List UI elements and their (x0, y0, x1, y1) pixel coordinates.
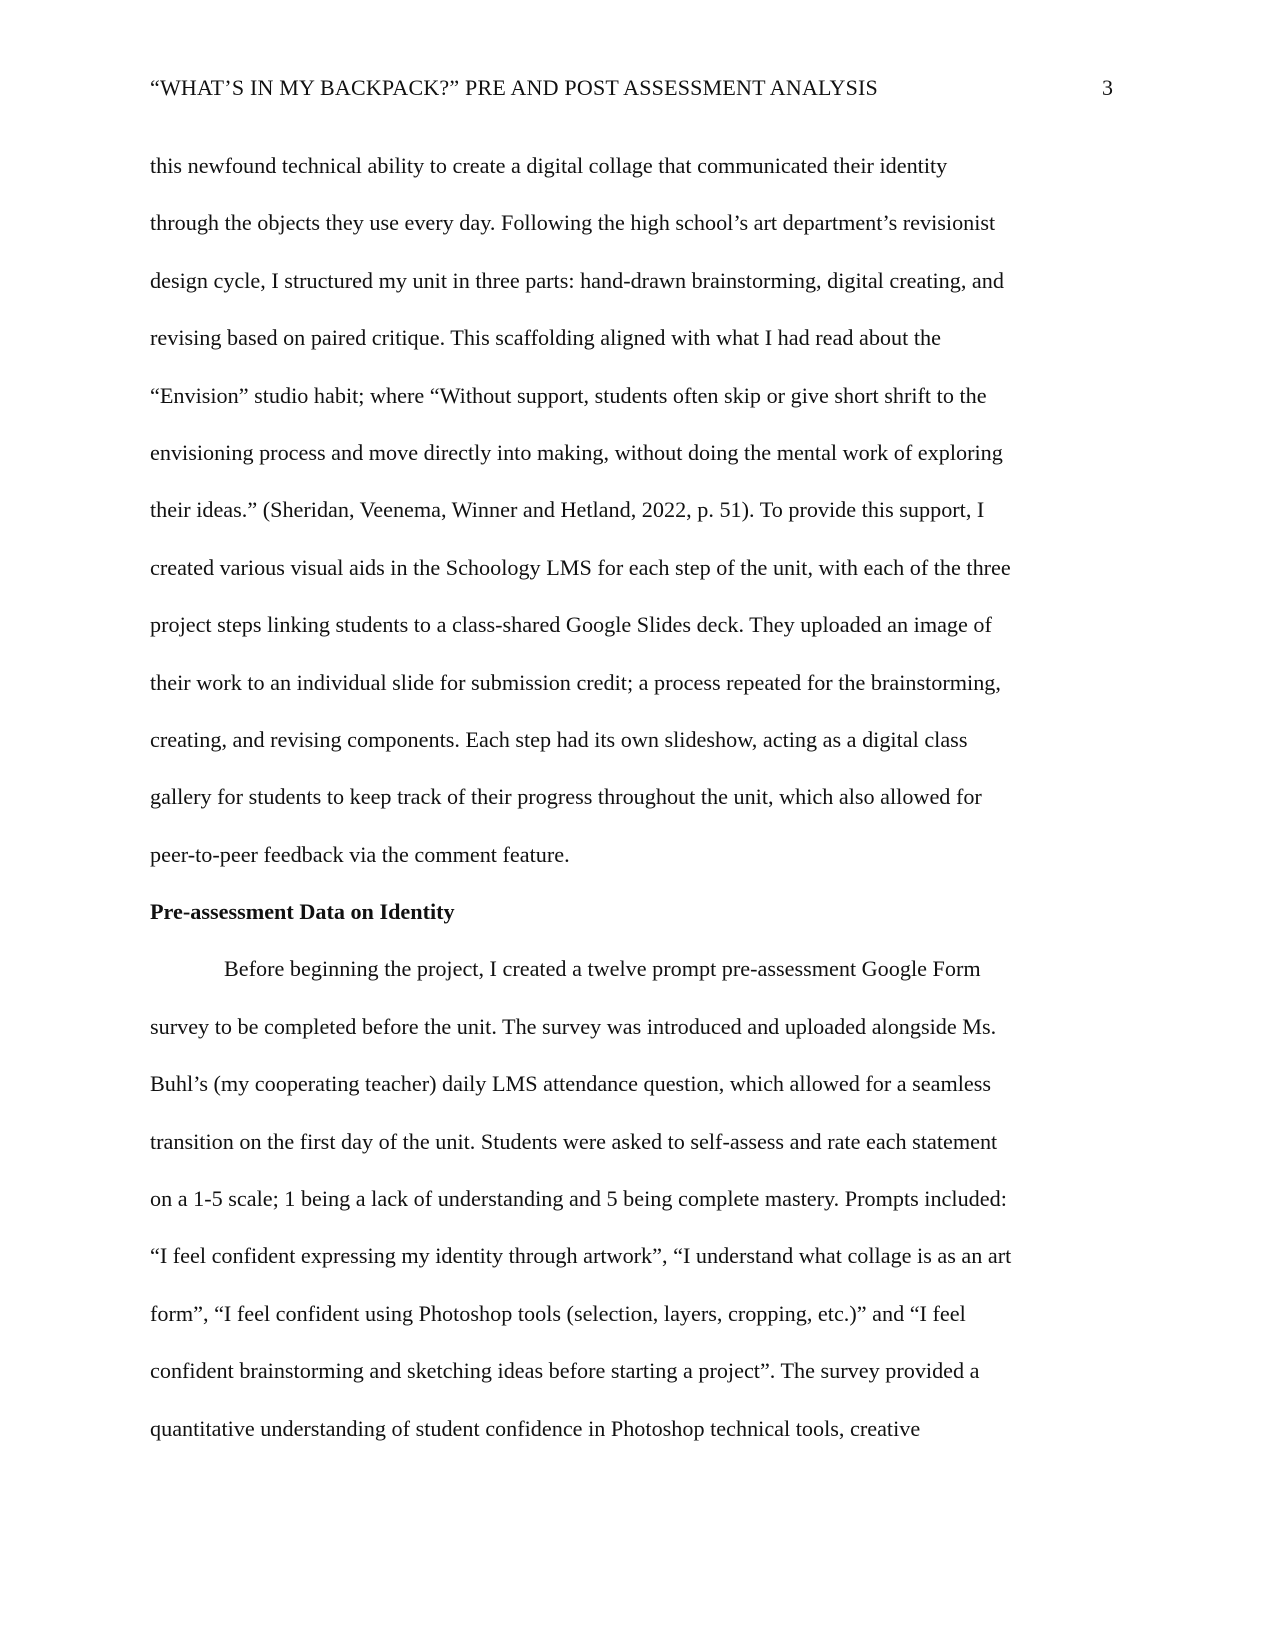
paragraph-1-line: project steps linking students to a class-shared Google Slides deck. They uploaded an image of (150, 612, 992, 638)
section-heading: Pre-assessment Data on Identity (150, 899, 455, 925)
page-number: 3 (1102, 75, 1113, 100)
paragraph-1-line: created various visual aids in the Schoology LMS for each step of the unit, with each of the three (150, 554, 1011, 580)
paragraph-2-line: transition on the first day of the unit. Students were asked to self-assess and rate each statement (150, 1128, 998, 1154)
paragraph-1-line: creating, and revising components. Each step had its own slideshow, acting as a digital class (150, 726, 968, 752)
paragraph-2-line: survey to be completed before the unit. The survey was introduced and uploaded alongside Ms. (150, 1013, 997, 1039)
paragraph-1-line: revising based on paired critique. This scaffolding aligned with what I had read about the (150, 325, 941, 351)
paragraph-2-line: on a 1-5 scale; 1 being a lack of understanding and 5 being complete mastery. Prompts included: (150, 1186, 1007, 1212)
paragraph-1-line: peer-to-peer feedback via the comment feature. (150, 841, 570, 867)
paragraph-1-line: “Envision” studio habit; where “Without support, students often skip or give short shrift to the (150, 382, 987, 408)
paragraph-1-line: through the objects they use every day. Following the high school’s art department’s revisionist (150, 210, 996, 236)
paragraph-2-line: “I feel confident expressing my identity through artwork”, “I understand what collage is as an art (150, 1243, 1012, 1269)
running-header (150, 72, 1113, 104)
paragraph-1-line: this newfound technical ability to create a digital collage that communicated their identity (150, 153, 948, 178)
paragraph-2-line: Buhl’s (my cooperating teacher) daily LMS attendance question, which allowed for a seamless (150, 1071, 992, 1097)
paragraph-1-line: envisioning process and move directly into making, without doing the mental work of exploring (150, 439, 1003, 465)
body-text (150, 146, 1125, 1466)
paragraph-1-line: design cycle, I structured my unit in three parts: hand-drawn brainstorming, digital creating, and (150, 267, 1004, 293)
paragraph-1-line: their work to an individual slide for submission credit; a process repeated for the brainstorming, (150, 669, 1001, 695)
paragraph-1-line: their ideas.” (Sheridan, Veenema, Winner and Hetland, 2022, p. 51). To provide this support, I (150, 497, 985, 523)
paragraph-2-line: form”, “I feel confident using Photoshop tools (selection, layers, cropping, etc.)” and “I feel (150, 1300, 966, 1326)
paragraph-2-line: confident brainstorming and sketching ideas before starting a project”. The survey provided a (150, 1358, 980, 1384)
paragraph-2-line: quantitative understanding of student confidence in Photoshop technical tools, creative (150, 1415, 921, 1441)
paragraph-2-line: Before beginning the project, I created a twelve prompt pre-assessment Google Form (224, 956, 981, 982)
running-title: “WHAT’S IN MY BACKPACK?” PRE AND POST ASSESSMENT ANALYSIS (150, 75, 878, 100)
paragraph-1-line: gallery for students to keep track of their progress throughout the unit, which also allowed for (150, 784, 982, 810)
